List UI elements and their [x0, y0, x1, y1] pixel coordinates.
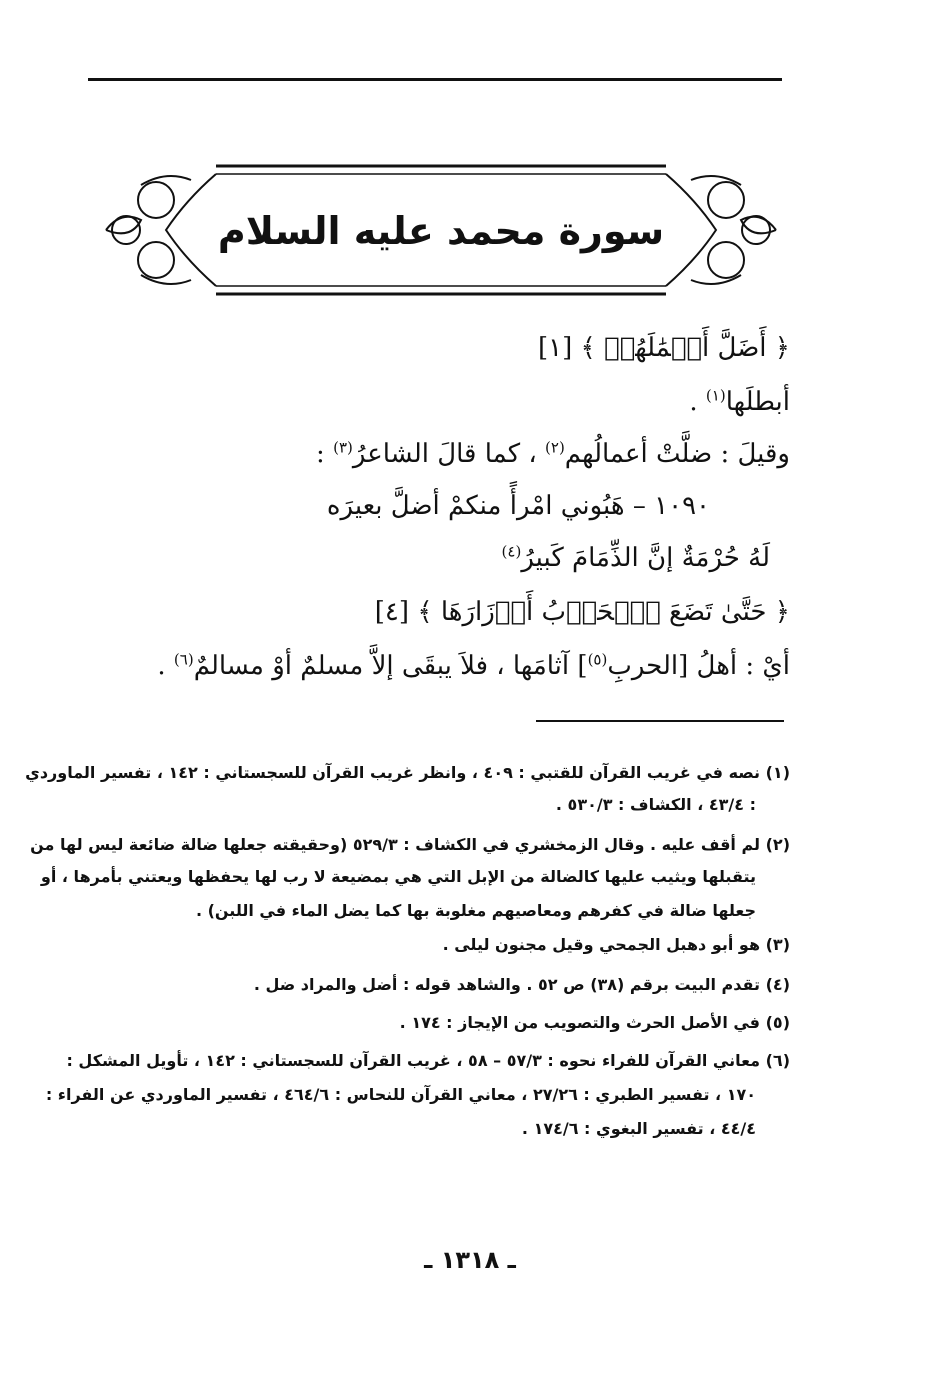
footnote-separator	[536, 720, 784, 722]
verse-text: حَتَّىٰ تَضَعَ ٱلۡحَرۡبُ أَوۡزَارَهَا	[440, 597, 767, 627]
gloss-text: ، كما قالَ الشاعرُ	[352, 439, 546, 469]
verse-number: [٤]	[374, 597, 410, 627]
gloss-line-1	[689, 380, 790, 424]
gloss-line-3	[157, 644, 790, 688]
footnote-6-line-2: ١٧٠ ، تفسير الطبري : ٢٧/٢٦ ، معاني القرآن للنحاس : ٤٦٤/٦ ، تفسير الماوردي عن الفراء :	[45, 1085, 756, 1104]
top-rule	[88, 78, 782, 81]
gloss-text: ] آثامَها ، فلاَ يبقَى إلاَّ مسلمٌ أوْ مسالمٌ	[193, 651, 588, 681]
gloss-text: أيْ : أهلُ [الحربِ	[607, 651, 790, 681]
verse-text: أَضَلَّ أَعۡمَٰلَهُمۡ	[603, 333, 767, 363]
footnote-ref[interactable]: (٤)	[501, 542, 522, 561]
verse-close-brace: ﴾	[580, 333, 596, 363]
gloss-text: وقيلَ : ضلَّتْ أعمالُهم	[564, 439, 790, 469]
footnote-ref[interactable]: (٦)	[173, 650, 194, 669]
page-number: ـ ١٣١٨ ـ	[424, 1246, 516, 1274]
gloss-text: أبطلَها	[725, 387, 790, 417]
gloss-end: .	[689, 387, 706, 417]
poem-line-2	[502, 536, 770, 580]
footnote-5-line-1: (٥) في الأصل الحرث والتصويب من الإيجاز : ١٧٤ .	[399, 1013, 790, 1032]
verse-open-brace: ﴿	[774, 333, 790, 363]
footnote-ref[interactable]: (٣)	[333, 438, 353, 457]
verse-open-brace: ﴿	[774, 597, 790, 627]
poem-line-1: ١٠٩٠ – هَبُوني امْرأً منكمْ أضلَّ بعيرَه	[326, 491, 710, 521]
gloss-line-2	[316, 432, 790, 476]
poem-text: لَهُ حُرْمَةٌ إنَّ الذِّمَامَ كَبيرُ	[521, 543, 770, 573]
verse-number: [١]	[537, 333, 573, 363]
footnote-6-line-3: ٤٤/٤ ، تفسير البغوي : ١٧٤/٦ .	[521, 1119, 756, 1138]
footnote-4-line-1: (٤) تقدم البيت برقم (٣٨) ص ٥٢ . والشاهد قوله : أضل والمراد ضل .	[253, 975, 790, 994]
verse-line-2	[375, 590, 790, 634]
chapter-title: سورة محمد عليه السلام	[217, 209, 665, 253]
footnote-6-line-1: (٦) معاني القرآن للفراء نحوه : ٥٧/٣ – ٥٨ ، غريب القرآن للسجستاني : ١٤٢ ، تأويل المشكل :	[66, 1051, 790, 1070]
gloss-end: .	[157, 651, 174, 681]
chapter-banner	[96, 160, 786, 300]
gloss-end: :	[316, 439, 334, 469]
verse-close-brace: ﴾	[417, 597, 433, 627]
footnote-ref[interactable]: (٢)	[545, 438, 565, 457]
footnote-ref[interactable]: (٥)	[587, 650, 608, 669]
verse-line-1	[538, 326, 790, 370]
footnote-2-line-1: (٢) لم أقف عليه . وقال الزمخشري في الكشاف : ٥٢٩/٣ (وحقيقته جعلها ضالة ضائعة ليس لها من	[30, 835, 790, 854]
footnote-3-line-1: (٣) هو أبو دهبل الجمحي وقيل مجنون ليلى .	[442, 935, 790, 954]
footnote-2-line-2: يتقبلها ويثيب عليها كالضالة من الإبل التي هي بمضيعة لا رب لها يحفظها ويعتني بأمرها ، أو	[40, 867, 756, 886]
footnote-1-line-1: (١) نصه في غريب القرآن للقتبي : ٤٠٩ ، وانظر غريب القرآن للسجستاني : ١٤٢ ، تفسير الماوردي	[25, 763, 790, 782]
footnote-ref[interactable]: (١)	[705, 386, 726, 405]
footnote-2-line-3: جعلها ضالة في كفرهم ومعاصيهم مغلوبة بها كما يضل الماء في اللبن) .	[195, 901, 756, 920]
footnote-1-line-2: : ٤٣/٤ ، الكشاف : ٥٣٠/٣ .	[555, 795, 756, 814]
